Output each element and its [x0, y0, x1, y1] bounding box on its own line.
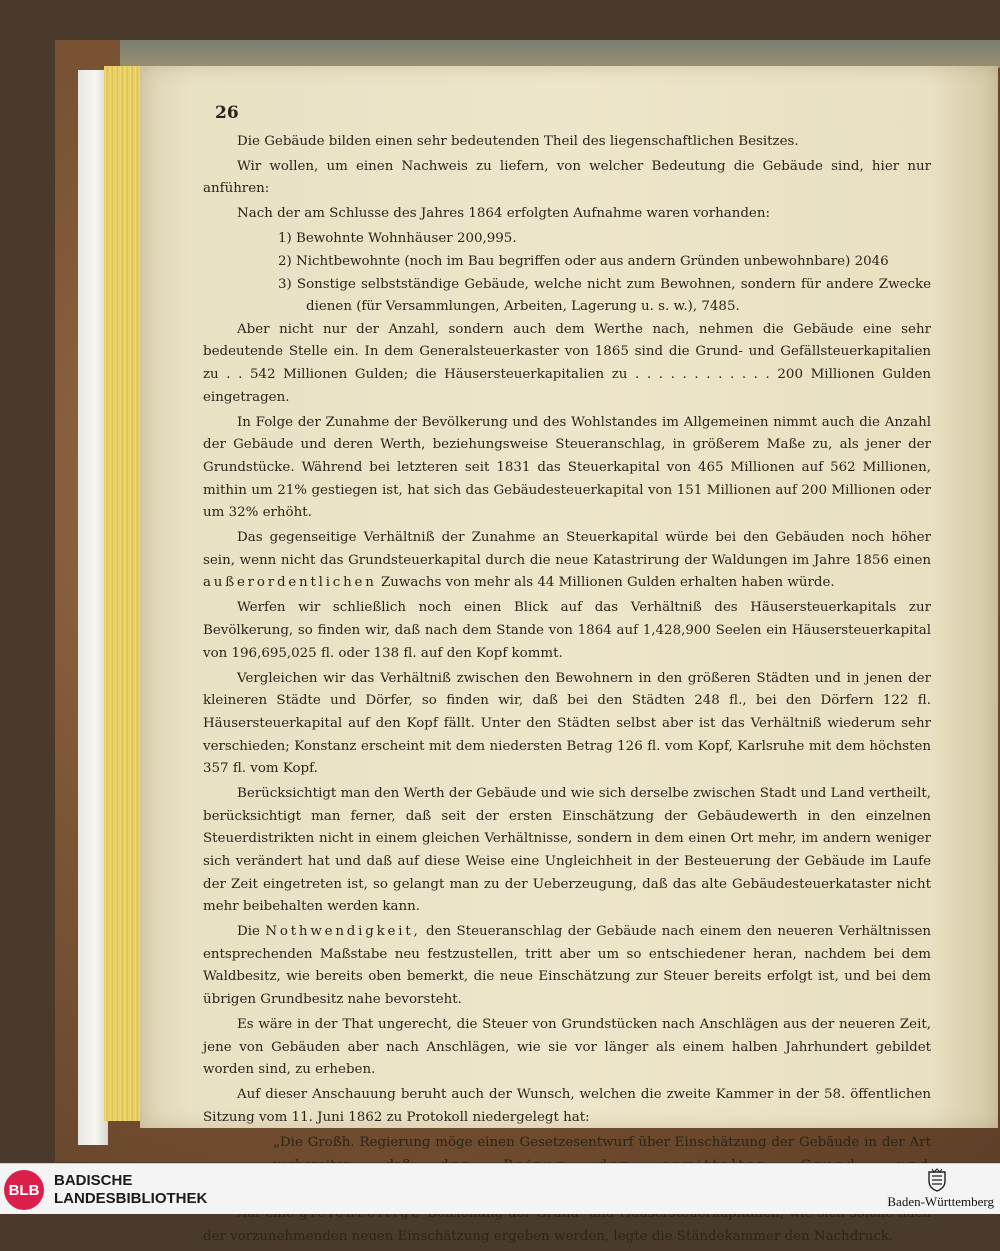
- list-item: 2) Nichtbewohnte (noch im Bau begriffen oder aus andern Gründen unbewohnbare) 2046: [278, 254, 889, 270]
- emphasis-spaced: Nothwendigkeit,: [265, 924, 421, 940]
- paragraph: Werfen wir schließlich noch einen Blick auf das Verhältniß des Häusersteuerkapitals zur Bevölkerung, so finden wir, daß nach dem Stande von 1864 auf 1,428,900 Seelen ein Häusersteuerkapital von 196,695,025 fl. oder 138 fl. auf den Kopf kommt.: [203, 600, 931, 661]
- state-name: Baden-Württemberg: [887, 1194, 994, 1209]
- paragraph: Aber nicht nur der Anzahl, sondern auch dem Werthe nach, nehmen die Gebäude eine sehr bedeutende Stelle ein. In dem Generalsteuerkaster von 1865 sind die Grund- und Gefällsteuerkapitalien zu . . 542 Millionen Gulden; die Häusersteuerkapitalien zu . . . . . . . . . . . . 200 Millionen Gulden eingetragen.: [203, 321, 931, 405]
- quote-text: „Die Großh. Regierung möge einen Gesetzesentwurf über Einschätzung der Gebäude in der Art: [273, 1135, 931, 1151]
- paragraph: [203, 527, 931, 595]
- paragraph: In Folge der Zunahme der Bevölkerung und des Wohlstandes im Allgemeinen nimmt auch die Anzahl der Gebäude und deren Werth, beziehungsweise Steueranschlag, in größerem Maße zu, als jener der Grundstücke. Während bei letzteren seit 1831 das Steuerkapital von 465 Millionen auf 562 Millionen, mithin um 21% gestiegen ist, hat sich das Gebäudesteuerkapital von 151 Millionen auf 200 Millionen oder um 32% erhöht.: [203, 414, 931, 521]
- paragraph: Es wäre in der That ungerecht, die Steuer von Grundstücken nach Anschlägen aus der neueren Zeit, jene von Gebäuden aber nach Anschlägen, wie sie vor länger als einem halben Jahrhundert gebildet worden sind, zu erheben.: [203, 1017, 931, 1078]
- page-text: [203, 102, 931, 1251]
- paragraph-text: Das gegenseitige Verhältniß der Zunahme an Steuerkapital würde bei den Gebäuden noch höher sein, wenn nicht das Grundsteuerkapital durch die neue Katastrirung der Waldungen im Jahre 1856 einen: [203, 530, 931, 568]
- footer-bar: [0, 1163, 1000, 1214]
- paragraph-text: der vorzunehmenden neuen Einschätzung ergeben werden, legte die Ständekammer den Nachdruck.: [203, 1229, 894, 1244]
- paragraph: Die Gebäude bilden einen sehr bedeutenden Theil des liegenschaftlichen Besitzes.: [237, 133, 799, 149]
- library-name-line: BADISCHE: [54, 1172, 133, 1189]
- paragraph: Wir wollen, um einen Nachweis zu liefern, von welcher Bedeutung die Gebäude sind, hier nur anführen:: [203, 158, 931, 197]
- list-item: 1) Bewohnte Wohnhäuser 200,995.: [278, 231, 517, 247]
- paragraph-text: Die: [237, 924, 260, 940]
- list-item: 3) Sonstige selbstständige Gebäude, welche nicht zum Bewohnen, sondern für andere Zwecke dienen (für Versammlungen, Arbeiten, Lagerung u. s. w.), 7485.: [278, 276, 931, 315]
- paragraph-text: den Steueranschlag der Gebäude nach einem den neueren Verhältnissen entsprechenden Maßstabe neu festzustellen, tritt aber um so entschiedener heran, nachdem bei dem Waldbesitz, wie bereits oben bemerkt, die neue Einschätzung zur Steuer bereits erfolgt ist, und bei dem übrigen Grundbesitz nahe bevorsteht.: [203, 924, 932, 1008]
- paragraph-text: Zuwachs von mehr als 44 Millionen Gulden erhalten haben würde.: [380, 575, 835, 591]
- paragraph: Berücksichtigt man den Werth der Gebäude und wie sich derselbe zwischen Stadt und Land vertheilt, berücksichtigt man ferner, daß seit der ersten Einschätzung der Gebäudewerth in den einzelnen Steuerdistrikten nicht in einem gleichen Verhältnisse, sondern in dem einen Ort mehr, im andern weniger sich verändert hat und daß auf diese Weise eine Ungleichheit in der Besteuerung der Gebäude im Laufe der Zeit eingetreten ist, so gelangt man zu der Ueberzeugung, daß das alte Gebäudesteuerkataster nicht mehr beibehalten werden kann.: [203, 786, 931, 915]
- blb-logo[interactable]: BLB: [4, 1170, 44, 1210]
- cover-edge: [120, 40, 1000, 68]
- emphasis-spaced: außerordentlichen: [203, 575, 377, 591]
- paragraph: Vergleichen wir das Verhältniß zwischen den Bewohnern in den größeren Städten und in jenen der kleineren Städte und Dörfer, so finden wir, daß bei den Städten 248 fl., bei den Dörfern 122 fl. Häusersteuerkapital auf den Kopf fällt. Unter den Städten selbst aber ist das Verhältniß wiederum sehr verschieden; Konstanz erscheint mit dem niedersten Betrag 126 fl. vom Kopf, Karlsruhe mit dem höchsten 357 fl. vom Kopf.: [203, 670, 931, 777]
- paragraph: [203, 921, 931, 1011]
- library-name[interactable]: [54, 1172, 207, 1208]
- coat-of-arms-icon: [926, 1168, 948, 1192]
- library-name-line: LANDESBIBLIOTHEK: [54, 1190, 208, 1207]
- paragraph: Nach der am Schlusse des Jahres 1864 erfolgten Aufnahme waren vorhanden:: [237, 206, 770, 222]
- page-number: 26: [215, 103, 239, 123]
- paragraph: Auf dieser Anschauung beruht auch der Wunsch, welchen die zweite Kammer in der 58. öffentlichen Sitzung vom 11. Juni 1862 zu Protokoll niedergelegt hat:: [203, 1087, 931, 1126]
